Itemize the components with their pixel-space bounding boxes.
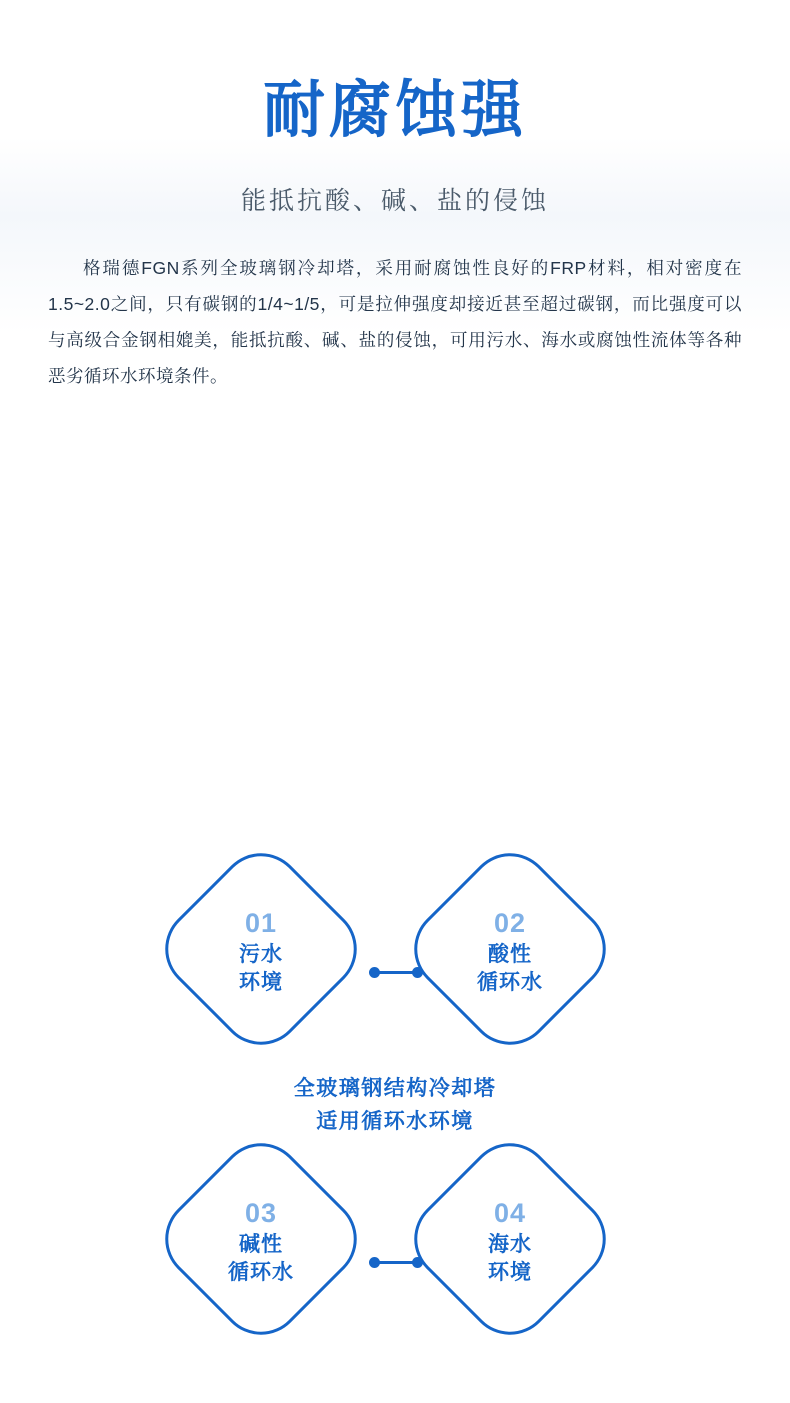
diagram-node-01 [148, 835, 374, 1061]
node-label-line2: 环境 [488, 1260, 532, 1284]
node-label-line1: 酸性 [488, 943, 532, 967]
node-number: 01 [244, 908, 278, 939]
page-title: 耐腐蚀强 [262, 76, 527, 145]
center-caption-line1: 全玻璃钢结构冷却塔 [293, 1076, 497, 1100]
diagram-node-02 [397, 835, 623, 1061]
node-number: 03 [244, 1198, 278, 1229]
diagram-node-03 [148, 1125, 374, 1351]
diagram-center-caption [0, 1072, 790, 1139]
node-label-line2: 循环水 [477, 970, 543, 994]
connector-dot-top-left [369, 967, 380, 978]
node-label-line1: 碱性 [239, 1233, 283, 1257]
connector-dot-bottom-right [412, 1257, 423, 1268]
center-caption-line2: 适用循环水环境 [316, 1110, 474, 1134]
node-number: 02 [493, 908, 527, 939]
node-label-line2: 循环水 [228, 1260, 294, 1284]
node-label-line1: 污水 [239, 943, 283, 967]
connector-dot-bottom-left [369, 1257, 380, 1268]
page-subtitle: 能抵抗酸、碱、盐的侵蚀 [240, 187, 549, 216]
node-number: 04 [493, 1198, 527, 1229]
environment-diagram [0, 417, 790, 1284]
connector-dot-top-right [412, 967, 423, 978]
node-label-line2: 环境 [239, 970, 283, 994]
body-paragraph: 格瑞德FGN系列全玻璃钢冷却塔，采用耐腐蚀性良好的FRP材料，相对密度在1.5~2.0之间，只有碳钢的1/4~1/5，可是拉伸强度却接近甚至超过碳钢，而比强度可以与高级合金钢相媲美，能抵抗酸、碱、盐的侵蚀，可用污水、海水或腐蚀性流体等各种恶劣循环水环境条件。 [48, 258, 742, 386]
node-label-line1: 海水 [488, 1233, 532, 1257]
diagram-node-04 [397, 1125, 623, 1351]
